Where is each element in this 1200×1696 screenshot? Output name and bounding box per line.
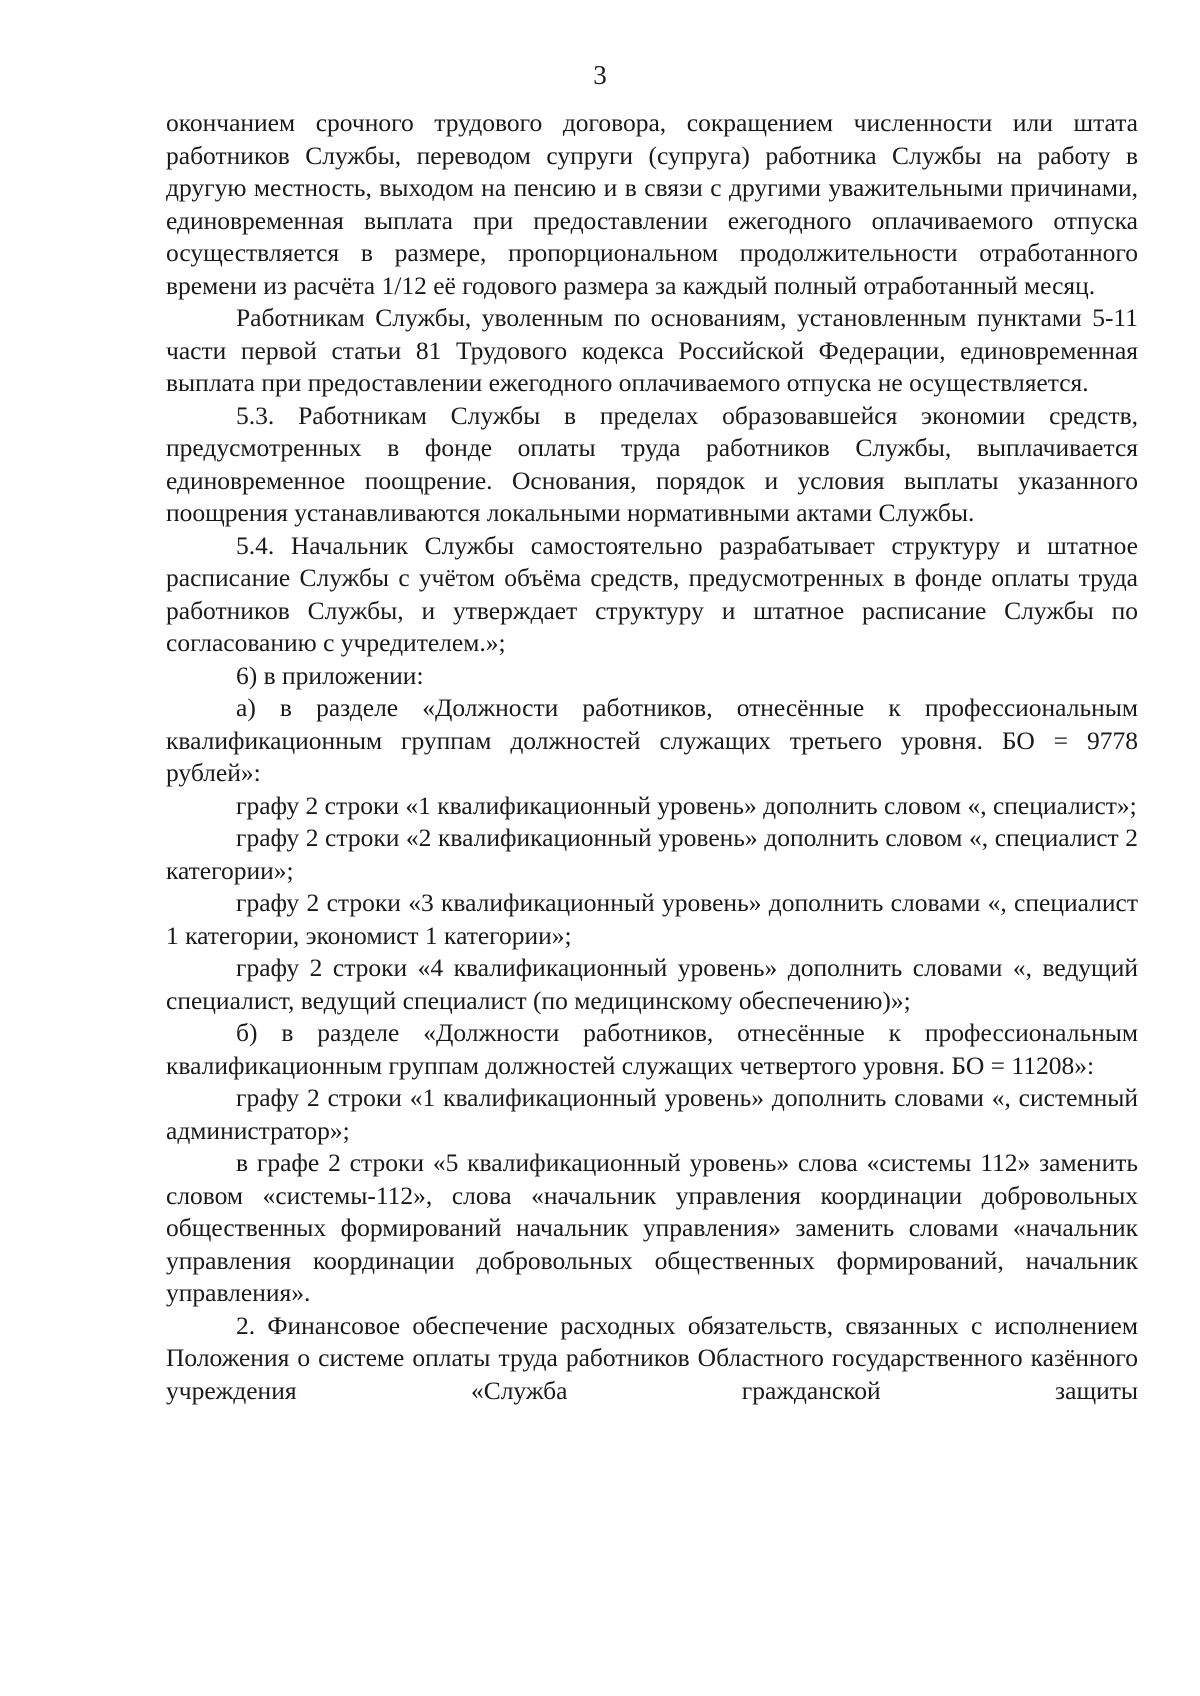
paragraph-level-5: в графе 2 строки «5 квалификационный уровень» слова «системы 112» заменить словом «системы-112», слова «начальник управления координации добровольных общественных формирований начальник управления» заменить словами «начальник управления координации добровольных общественных формирований, начальник управления». — [166, 1148, 1138, 1307]
document-body — [166, 107, 1138, 1407]
paragraph-item-2-financing: 2. Финансовое обеспечение расходных обязательств, связанных с исполнением Положения о системе оплаты труда работников Областного государственного казённого учреждения «Служба гражданской защиты — [166, 1310, 1138, 1405]
paragraph-5-4: 5.4. Начальник Службы самостоятельно разрабатывает структуру и штатное расписание Службы с учётом объёма средств, предусмотренных в фонде оплаты труда работников Службы, и утверждает структуру и штатное расписание Службы по согласованию с учредителем.»; — [166, 530, 1138, 657]
paragraph-level-1: графу 2 строки «1 квалификационный уровень» дополнить словом «, специалист»; — [236, 790, 1137, 820]
paragraph-level-2: графу 2 строки «2 квалификационный уровень» дополнить словом «, специалист 2 категории»; — [166, 823, 1138, 885]
paragraph-item-6: 6) в приложении: — [236, 660, 424, 690]
paragraph-level-3: графу 2 строки «3 квалификационный уровень» дополнить словами «, специалист 1 категории, экономист 1 категории»; — [166, 888, 1138, 950]
paragraph-5-3: 5.3. Работникам Службы в пределах образовавшейся экономии средств, предусмотренных в фонде оплаты труда работников Службы, выплачивается единовременное поощрение. Основания, порядок и условия выплаты указанного поощрения устанавливаются локальными нормативными актами Службы. — [166, 400, 1138, 527]
paragraph-dismissal-grounds: Работникам Службы, уволенным по основаниям, установленным пунктами 5-11 части первой статьи 81 Трудового кодекса Российской Федерации, единовременная выплата при предоставлении ежегодного оплачиваемого отпуска не осуществляется. — [166, 303, 1138, 397]
paragraph-level-1-admin: графу 2 строки «1 квалификационный уровень» дополнить словами «, системный администратор»; — [166, 1083, 1138, 1145]
paragraph-subitem-b: б) в разделе «Должности работников, отнесённые к профессиональным квалификационным группам должностей служащих четвертого уровня. БО = 11208»: — [166, 1018, 1138, 1080]
paragraph-level-4: графу 2 строки «4 квалификационный уровень» дополнить словами «, ведущий специалист, ведущий специалист (по медицинскому обеспечению)»; — [166, 953, 1138, 1015]
paragraph-dismissal-continuation: окончанием срочного трудового договора, сокращением численности или штата работников Службы, переводом супруги (супруга) работника Службы на работу в другую местность, выходом на пенсию и в связи с другими уважительными причинами, единовременная выплата при предоставлении ежегодного оплачиваемого отпуска осуществляется в размере, пропорциональном продолжительности отработанного времени из расчёта 1/12 её годового размера за каждый полный отработанный месяц. — [166, 108, 1138, 300]
paragraph-subitem-a: а) в разделе «Должности работников, отнесённые к профессиональным квалификационным группам должностей служащих третьего уровня. БО = 9778 рублей»: — [166, 693, 1138, 787]
page-number: 3 — [593, 60, 607, 90]
